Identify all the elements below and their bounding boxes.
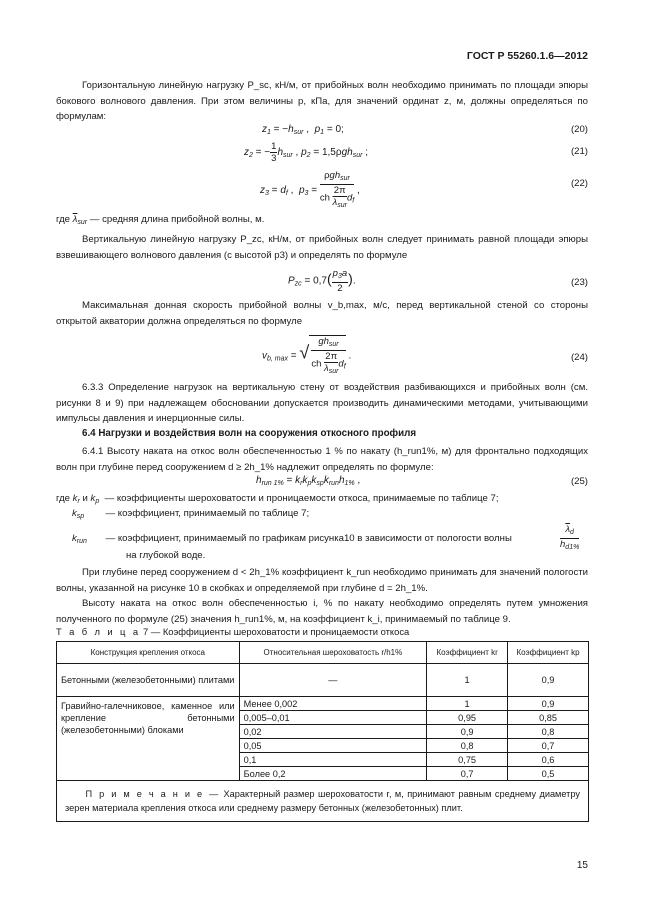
equation-21: $z_2$ = − $\frac{1}{3}$ $h_{sur}$ , $p_2 = 1,5\rho gh_{sur}$ ; bbox=[244, 141, 368, 164]
table-caption bbox=[56, 626, 409, 637]
definition-ksp-text: — коэффициент, принимаемый по таблице 7; bbox=[105, 508, 310, 519]
header-roughness: Относительная шероховатость r/h1% bbox=[239, 642, 427, 664]
equation-23: $P_{zc} = 0,7$( $\frac{p_3a}{2}$ ). bbox=[288, 268, 356, 294]
roughness-table bbox=[56, 641, 589, 822]
cell-kp: 0,9 bbox=[508, 664, 589, 697]
definition-kr-kp-text: — коэффициенты шероховатости и проницаемости откоса, принимаемые по таблице 7; bbox=[104, 493, 499, 504]
note-text: Характерный размер шероховатости r, м, принимают равным среднему диаметру зерен материала крепления откоса или среднему размеру бетонных (железобетонных) плит. bbox=[65, 789, 580, 813]
lambda-definition: где $\overline{\lambda}_{sur}$ — средняя длина прибойной волны, м. bbox=[56, 214, 265, 226]
equation-22-number: (22) bbox=[570, 178, 588, 189]
header-kr: Коэффициент kr bbox=[427, 642, 508, 664]
paragraph-horizontal-load: Горизонтальную линейную нагрузку P_sc, кН/м, от прибойных волн необходимо принимать по площади эпюры бокового волнового давления. При этом величины p, кПа, для значений ординат z, м, должны определяться по формулам: bbox=[56, 80, 588, 122]
equation-25: $h_{run 1\%} = k_rk_pk_{sp}k_{run}h_{1\%}$ , bbox=[256, 475, 361, 487]
cell-kr: 0,75 bbox=[427, 753, 508, 767]
equation-24: $v_{b, max}$ = √ $gh_{sur}$ ch $\frac{2\pi}{\overline{\lambda}_{sur}}$ $d_f$ . bbox=[262, 336, 352, 375]
wave-steepness-fraction: $\frac{\overline{\lambda}_d}{h_{d1\%}}$ bbox=[560, 524, 580, 551]
cell-roughness: 0,02 bbox=[239, 725, 427, 739]
equation-21-number: (21) bbox=[570, 146, 588, 157]
cell-construction: Гравийно-галечниковое, каменное или крепление бетонными (железобетонными) блоками bbox=[57, 697, 240, 781]
cell-kr: 0,9 bbox=[427, 725, 508, 739]
cell-kr: 0,8 bbox=[427, 739, 508, 753]
equation-25-number: (25) bbox=[570, 476, 588, 487]
paragraph-6-3-3: 6.3.3 Определение нагрузок на вертикальную стену от воздействия разбивающихся и прибойных волн (см. рисунки 8 и 9) при надлежащем обосновании допускается производить динамическими методами, учитывающими импульсы давления и инерционные силы. bbox=[56, 382, 588, 424]
definition-krun-continuation: на глубокой воде. bbox=[126, 550, 206, 561]
section-heading-6-4: 6.4 Нагрузки и воздействия волн на сооружения откосного профиля bbox=[82, 428, 417, 439]
standard-header: ГОСТ Р 55260.1.6—2012 bbox=[466, 50, 588, 62]
paragraph-vertical-load: Вертикальную линейную нагрузку P_zc, кН/м, от прибойных волн следует принимать равной площади эпюры взвешивающего волнового давления (с высотой p3) и определять по формуле bbox=[56, 234, 588, 261]
definition-krun-text: — коэффициент, принимаемый по графикам рисунка10 в зависимости от пологости волны bbox=[105, 533, 512, 544]
cell-kr: 0,95 bbox=[427, 711, 508, 725]
cell-kr: 1 bbox=[427, 664, 508, 697]
cell-roughness: 0,1 bbox=[239, 753, 427, 767]
cell-kp: 0,9 bbox=[508, 697, 589, 711]
cell-kp: 0,7 bbox=[508, 739, 589, 753]
lambda-definition-text: — средняя длина прибойной волны, м. bbox=[89, 214, 265, 225]
header-kp: Коэффициент kp bbox=[508, 642, 589, 664]
cell-roughness: — bbox=[239, 664, 427, 697]
table-row bbox=[57, 664, 589, 697]
definition-ksp: $k_{sp}$ — коэффициент, принимаемый по таблице 7; bbox=[72, 508, 310, 520]
equation-23-number: (23) bbox=[570, 277, 588, 288]
note-prefix: П р и м е ч а н и е — bbox=[85, 789, 221, 799]
equation-24-number: (24) bbox=[570, 352, 588, 363]
equation-20: $z_1 = -h_{sur}$ , $p_1 = 0$; bbox=[262, 124, 344, 136]
equation-22: $z_3 = d_f$ , $p_3$ = ρgh$_{sur}$ ch $\frac{2\pi}{\overline{\lambda}_{sur}}$ $d_f$ , bbox=[260, 170, 360, 209]
paragraph-6-4-1: 6.4.1 Высоту наката на откос волн обеспеченностью 1 % по накату (h_run1%, м) для фронтально подходящих волн при глубине перед сооружением d ≥ 2h_1% надлежит определять по формуле: bbox=[56, 446, 588, 473]
definition-kr-kp: где $k_r$ и $k_p$ — коэффициенты шероховатости и проницаемости откоса, принимаемые по таблице 7; bbox=[56, 493, 499, 505]
paragraph-runup-probability: Высоту наката на откос волн обеспеченностью i, % по накату необходимо определять путем умножения полученного по формуле (25) значения h_run1%, м, на коэффициент k_i, принимаемый по таблице 9. bbox=[56, 598, 588, 625]
table-row bbox=[57, 697, 589, 711]
definition-krun: $k_{run}$ — коэффициент, принимаемый по графикам рисунка10 в зависимости от пологости волны bbox=[72, 533, 512, 545]
table-caption-text: 7 — Коэффициенты шероховатости и проницаемости откоса bbox=[143, 626, 410, 637]
page-number: 15 bbox=[576, 860, 588, 871]
cell-roughness: 0,005–0,01 bbox=[239, 711, 427, 725]
cell-kp: 0,8 bbox=[508, 725, 589, 739]
table-note-row bbox=[57, 781, 589, 822]
paragraph-bottom-velocity: Максимальная донная скорость прибойной волны v_b,max, м/с, перед вертикальной стеной со стороны открытой акватории должна определяться по формуле bbox=[56, 300, 588, 327]
table-note bbox=[57, 781, 589, 822]
cell-kp: 0,6 bbox=[508, 753, 589, 767]
cell-construction: Бетонными (железобетонными) плитами bbox=[57, 664, 240, 697]
cell-roughness: 0,05 bbox=[239, 739, 427, 753]
cell-kr: 1 bbox=[427, 697, 508, 711]
table-header-row bbox=[57, 642, 589, 664]
cell-kp: 0,5 bbox=[508, 767, 589, 781]
paragraph-shallow-depth: При глубине перед сооружением d < 2h_1% коэффициент k_run необходимо принимать для значений пологости волны, указанной на рисунке 10 в скобках и определяемой при глубине d = 2h_1%. bbox=[56, 567, 588, 594]
equation-20-number: (20) bbox=[570, 124, 588, 135]
header-construction: Конструкция крепления откоса bbox=[57, 642, 240, 664]
cell-kp: 0,85 bbox=[508, 711, 589, 725]
cell-kr: 0,7 bbox=[427, 767, 508, 781]
cell-roughness: Более 0,2 bbox=[239, 767, 427, 781]
cell-roughness: Менее 0,002 bbox=[239, 697, 427, 711]
table-caption-prefix: Т а б л и ц а bbox=[56, 626, 141, 637]
